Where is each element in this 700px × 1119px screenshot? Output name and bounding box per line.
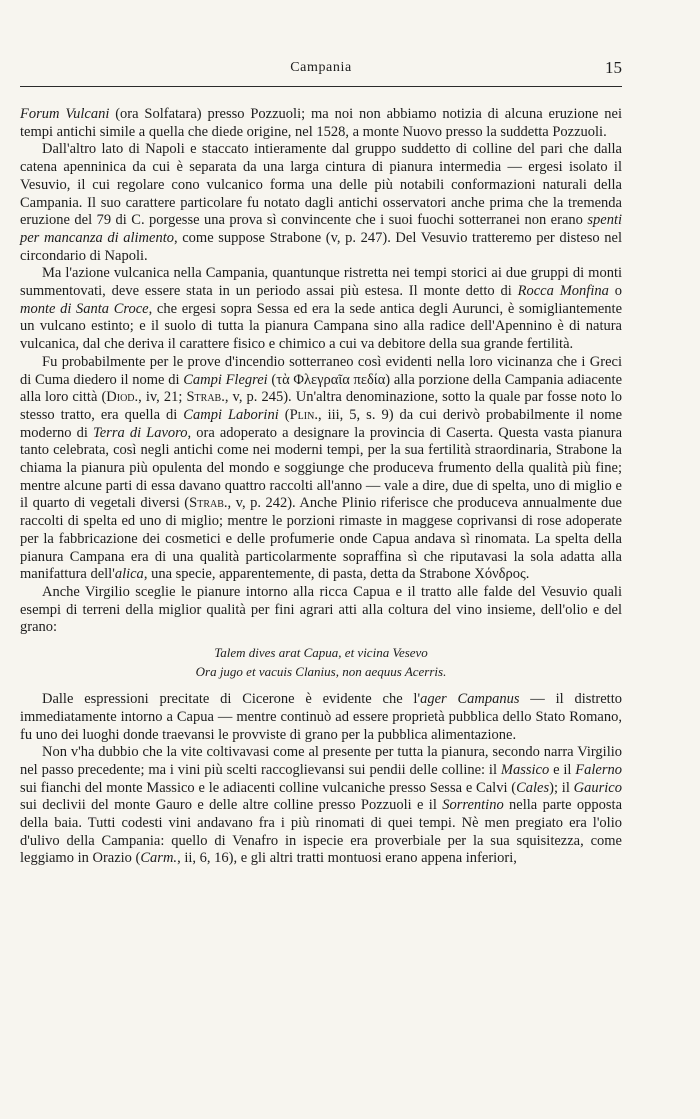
text-run: Anche Virgilio sceglie le pianure intorno alla ricca Capua e il tratto alle falde del Vesuvio quali esempi di terreni della miglior qualità per fini agrari atti alla coltura del vino insieme, dell'olio e del grano: bbox=[20, 583, 622, 636]
citation-author: Strab. bbox=[186, 389, 225, 406]
italic-term: ager Campanus bbox=[420, 691, 520, 708]
text-run: (τὰ Φλεγραῖα πεδία) alla porzione della Campania adiacente alla loro città ( bbox=[20, 371, 623, 406]
paragraph-2 bbox=[20, 141, 622, 265]
text-run: , iv, 21; bbox=[138, 389, 187, 406]
page-header bbox=[20, 58, 622, 80]
text-run: ( bbox=[278, 406, 290, 423]
citation-author: Strab. bbox=[189, 495, 228, 512]
italic-term: Campi Laborini bbox=[183, 406, 279, 423]
paragraph-5 bbox=[20, 584, 622, 637]
page-number: 15 bbox=[605, 58, 622, 77]
italic-term: Carm. bbox=[140, 850, 178, 867]
italic-term: monte di Santa Croce bbox=[20, 300, 149, 317]
text-run: Non v'ha dubbio che la vite coltivavasi come al presente per tutta la pianura, secondo narra Virgilio nel passo precedente; ma i vini più scelti raccoglievansi sui pendii delle colline: il bbox=[20, 744, 622, 778]
text-run: (ora Solfatara) presso Pozzuoli; ma noi non abbiamo notizia di alcuna eruzione nei tempi antichi simile a quella che diede origine, nel 1528, a monte Nuovo presso la suddetta Pozzuoli. bbox=[20, 106, 622, 140]
verse-quotation bbox=[20, 643, 622, 681]
text-run: Fu probabilmente per le prove d'incendio sotterraneo così evidenti nella loro vicinanza che i Greci di Cuma diedero il nome di bbox=[20, 353, 622, 388]
text-run: , v, p. 242). Anche Plinio riferisce che produceva annualmente due raccolti di spelta ed uno di miglio; mentre le porzioni rimaste in maggese coprivansi di rose adoperate per la fabbricazione dei cosmetici e delle profumerie onde Capua andava sì rinomata. La spelta della pianura Campana era di una qualità particolarmente sopraffina sì che riputavasi la sola adatta alla manifattura dell' bbox=[20, 495, 622, 583]
text-run: sui declivii del monte Gauro e delle altre colline presso Pozzuoli e il bbox=[20, 797, 443, 814]
italic-term: Cales bbox=[516, 779, 550, 796]
text-run: nella parte opposta della baia. Tutti codesti vini andavano fra i più rinomati di quei tempi. Nè men pregiato era l'olio d'ulivo della Campania: quello di Venafro in ispecie era proverbiale per la sua squisitezza, come leggiamo in Orazio ( bbox=[20, 797, 623, 867]
italic-term: Terra di Lavoro bbox=[93, 424, 188, 441]
text-run: , una specie, apparentemente, di pasta, detta da Strabone Χόνδρος. bbox=[143, 566, 530, 583]
text-run: , come suppose Strabone (v, p. 247). Del Vesuvio tratteremo per disteso nel circondario di Napoli. bbox=[20, 229, 622, 264]
italic-term: Forum Vulcani bbox=[20, 106, 110, 122]
paragraph-3 bbox=[20, 265, 622, 354]
text-run: ); il bbox=[549, 779, 574, 796]
citation-author: Plin. bbox=[289, 406, 318, 423]
italic-term: Sorrentino bbox=[442, 797, 504, 814]
text-run: o bbox=[608, 283, 622, 300]
text-run: sui fianchi del monte Massico e le adiacenti colline vulcaniche presso Sessa e Calvi ( bbox=[20, 779, 517, 796]
verse-line-2: Ora jugo et vacuis Clanius, non aequus Acerris. bbox=[195, 664, 447, 680]
italic-term: spenti per mancanza di alimento bbox=[20, 212, 622, 246]
text-run: , ii, 6, 16), e gli altri tratti montuosi erano appena inferiori, bbox=[177, 850, 517, 867]
running-title: Campania bbox=[290, 60, 352, 75]
paragraph-4 bbox=[20, 354, 622, 584]
text-run: , ora adoperato a designare la provincia di Caserta. Questa vasta pianura tanto celebrata, così negli antichi come nei moderni tempi, per la sua fertilità straordinaria, Strabone la chiama la pianura più opulenta del mondo e soggiunge che produceva frumento della qualità più fine; mentre alcune parti di essa davano quattro raccolti all'anno — vale a dire, due di spelta, uno di miglio e il quarto di vegetali diversi ( bbox=[20, 424, 623, 512]
text-run: Dalle espressioni precitate di Cicerone è evidente che l' bbox=[42, 691, 421, 708]
italic-term: Campi Flegrei bbox=[183, 371, 268, 388]
body-text bbox=[20, 106, 622, 868]
text-run: Ma l'azione vulcanica nella Campania, quantunque ristretta nei tempi storici ai due gruppi di monti summentovati, deve essere stata in un periodo assai più estesa. Il monte detto di bbox=[20, 265, 622, 300]
text-run: — il distretto immediatamente intorno a Capua — mentre continuò ad essere proprietà pubblica dello Stato Romano, fu uno dei luoghi donde traevansi le provviste di grano per la pubblica alimentazione. bbox=[20, 691, 622, 743]
text-run: , iii, 5, s. 9) da cui derivò probabilmente il nome moderno di bbox=[20, 406, 623, 441]
text-run: e il bbox=[549, 761, 576, 778]
italic-term: alica bbox=[114, 566, 144, 583]
paragraph-7 bbox=[20, 744, 622, 868]
italic-term: Rocca Monfina bbox=[517, 283, 609, 300]
paragraph-1 bbox=[20, 106, 622, 141]
verse-line-1: Talem dives arat Capua, et vicina Vesevo bbox=[214, 645, 428, 661]
text-run: , che ergesi sopra Sessa ed era la sede antica degli Aurunci, è somigliantemente un vulcano estinto; e il suolo di tutta la pianura Campana sino alla radice dell'Apennino è di natura vulcanica, dal che deriva il carattere fisico e chimico a cui va debitore della sua grande fertilità. bbox=[20, 300, 622, 353]
italic-term: Gaurico bbox=[573, 779, 622, 796]
header-rule bbox=[20, 86, 622, 87]
italic-term: Falerno bbox=[575, 761, 622, 778]
paragraph-6 bbox=[20, 691, 622, 744]
text-run: Dall'altro lato di Napoli e staccato intieramente dal gruppo suddetto di colline del pari che dalla catena apenninica da cui è separata da una larga cintura di pianura intermedia — ergesi isolato il Vesuvio, il cui regolare cono vulcanico forma una delle più notabili conformazioni naturali della Campania. Il suo carattere particolare fu notato dagli antichi osservatori anche prima che la tremenda eruzione del 79 di C. porgesse una prova sì convincente che i suoi fuochi sotterranei non erano bbox=[20, 141, 622, 229]
italic-term: Massico bbox=[500, 761, 550, 778]
text-run: , v, p. 245). Un'altra denominazione, sotto la quale par fosse noto lo stesso tratto, era quella di bbox=[20, 389, 623, 423]
citation-author: Diod. bbox=[106, 389, 139, 406]
